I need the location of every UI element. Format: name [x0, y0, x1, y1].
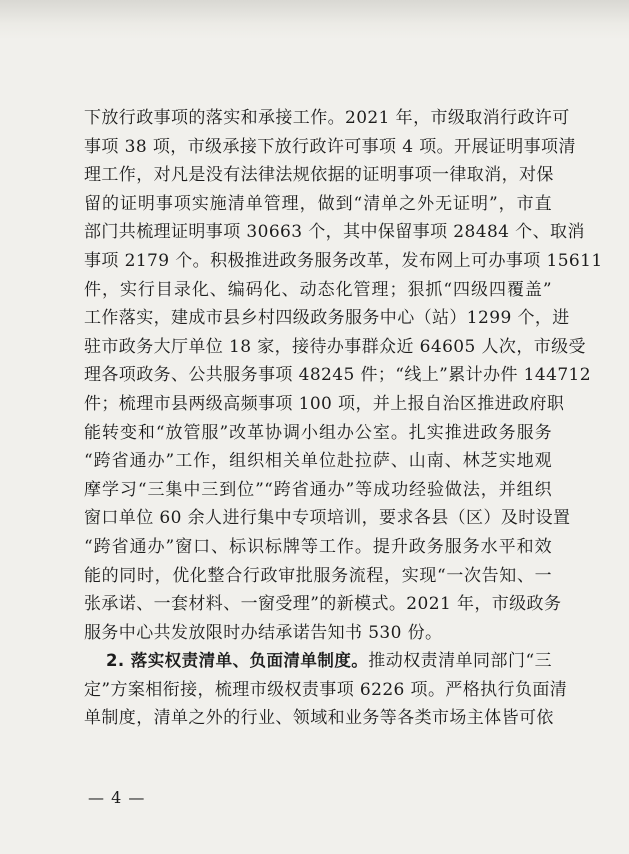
text-line: 摩学习“三集中三到位”“跨省通办”等成功经验做法，并组织: [84, 479, 552, 500]
text-line: 留的证明事项实施清单管理，做到“清单之外无证明”，市直: [84, 193, 552, 214]
text-line: 张承诺、一套材料、一窗受理”的新模式。2021 年，市级政务: [84, 594, 562, 615]
text-line: 单制度，清单之外的行业、领域和业务等各类市场主体皆可依: [84, 708, 554, 729]
scan-top-shadow: [0, 0, 629, 40]
text-line: “跨省通办”工作，组织相关单位赴拉萨、山南、林芝实地观: [84, 451, 552, 472]
text-line: 窗口单位 60 余人进行集中专项培训，要求各县（区）及时设置: [84, 508, 571, 529]
text-line: 事项 38 项，市级承接下放行政许可事项 4 项。开展证明事项清: [84, 136, 576, 157]
text-line: 件；梳理市县两级高频事项 100 项，并上报自治区推进政府职: [84, 393, 565, 414]
text-line: 能转变和“放管服”改革协调小组办公室。扎实推进政务服务: [84, 422, 552, 443]
text-line: “跨省通办”窗口、标识标牌等工作。提升政务服务水平和效: [84, 536, 552, 557]
text-line: 驻市政务大厅单位 18 家，接待办事群众近 64605 人次，市级受: [84, 336, 586, 357]
paragraph-1: [84, 104, 603, 647]
text-line: 定”方案相衔接，梳理市级权责事项 6226 项。严格执行负面清: [84, 679, 568, 700]
document-body: [84, 104, 603, 733]
section-2-heading: 2. 落实权责清单、负面清单制度。: [106, 651, 369, 671]
text-line: 下放行政事项的落实和承接工作。2021 年，市级取消行政许可: [84, 108, 570, 128]
section-2-first-line: [84, 647, 552, 676]
text-line: 工作落实，建成市县乡村四级政务服务中心（站）1299 个，进: [84, 308, 570, 329]
page-number: — 4 —: [88, 788, 146, 807]
text-line: 理工作，对凡是没有法律法规依据的证明事项一律取消，对保: [84, 165, 554, 186]
text-line: 能的同时，优化整合行政审批服务流程，实现“一次告知、一: [84, 565, 552, 586]
paragraph-2: [84, 647, 568, 733]
text-line: 件，实行目录化、编码化、动态化管理；狠抓“四级四覆盖”: [84, 279, 552, 300]
text-line: 服务中心共发放限时办结承诺告知书 530 份。: [84, 622, 443, 643]
section-2-first-line-rest: 推动权责清单同部门“三: [368, 651, 552, 672]
text-line: 部门共梳理证明事项 30663 个，其中保留事项 28484 个、取消: [84, 222, 585, 243]
text-line: 事项 2179 个。积极推进政务服务改革，发布网上可办事项 15611: [84, 250, 603, 271]
text-line: 理各项政务、公共服务事项 48245 件；“线上”累计办件 144712: [84, 365, 591, 386]
